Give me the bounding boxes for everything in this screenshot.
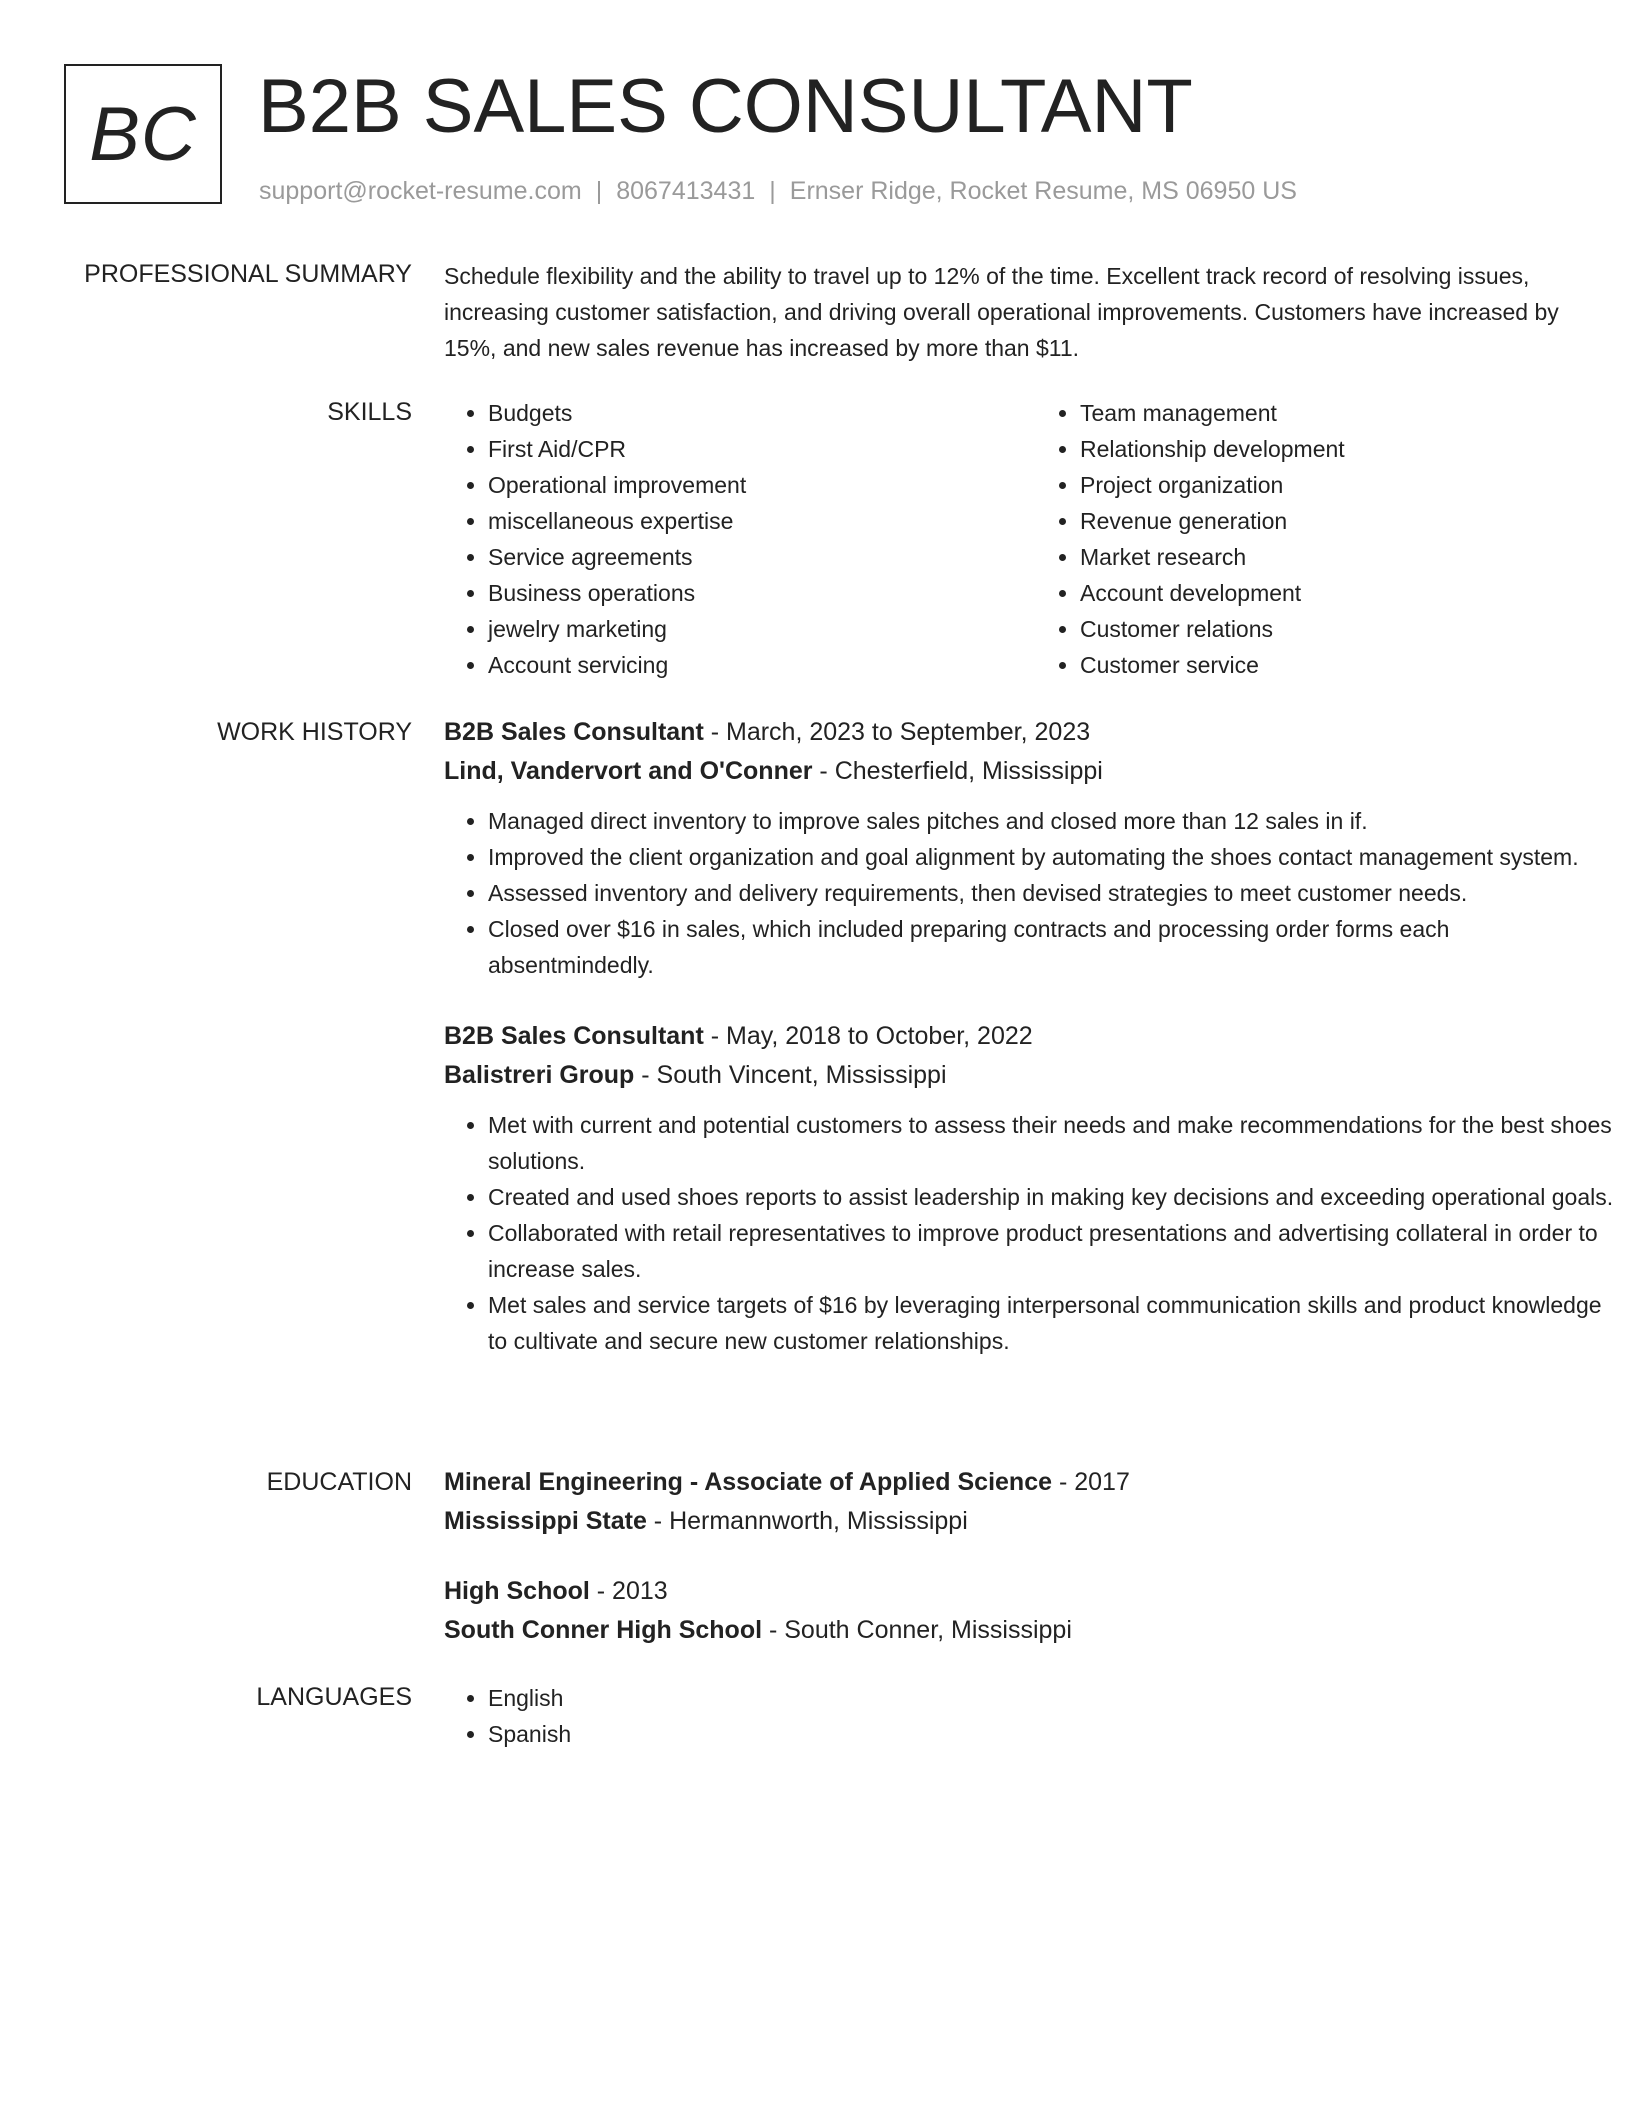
skills-list-left (444, 395, 988, 683)
skill-item: • miscellaneous expertise (488, 503, 988, 539)
education-label: EDUCATION (266, 1468, 412, 1496)
job-entry (444, 1017, 1614, 1359)
skill-item: • Project organization (1080, 467, 1580, 503)
job-dates: - May, 2018 to October, 2022 (703, 1022, 1033, 1050)
education-location: - South Conner, Mississippi (762, 1616, 1072, 1644)
skill-item: • Account development (1080, 575, 1580, 611)
education-year: - 2017 (1052, 1468, 1130, 1496)
education-entry (444, 1463, 1614, 1541)
education-degree: High School (444, 1577, 590, 1605)
job-bullet: • Managed direct inventory to improve sales pitches and closed more than 12 sales in if. (488, 803, 1614, 839)
summary-body (444, 258, 1614, 366)
job-dates: - March, 2023 to September, 2023 (703, 718, 1091, 746)
skill-item: • Customer relations (1080, 611, 1580, 647)
job-bullet: • Collaborated with retail representatives to improve product presentations and advertising collateral in order to increase sales. (488, 1215, 1614, 1287)
skill-item: • Business operations (488, 575, 988, 611)
job-bullet: • Met with current and potential customers to assess their needs and make recommendations for the best shoes solutions. (488, 1107, 1614, 1179)
education-location: - Hermannworth, Mississippi (646, 1507, 968, 1535)
skill-item: • Market research (1080, 539, 1580, 575)
contact-address: Ernser Ridge, Rocket Resume, MS 06950 US (789, 177, 1297, 205)
contact-line (259, 174, 1297, 208)
education-degree-line (444, 1463, 1614, 1502)
job-title-line (444, 1017, 1614, 1056)
language-item: • English (488, 1680, 1614, 1716)
skill-item: • Relationship development (1080, 431, 1580, 467)
job-bullet: • Met sales and service targets of $16 by leveraging interpersonal communication skills and product knowledge to cultivate and secure new customer relationships. (488, 1287, 1614, 1359)
job-bullet: • Improved the client organization and goal alignment by automating the shoes contact management system. (488, 839, 1614, 875)
education-entry (444, 1572, 1614, 1650)
contact-separator: | (769, 177, 776, 205)
language-item: • Spanish (488, 1716, 1614, 1752)
skill-item: • Account servicing (488, 647, 988, 683)
skill-item: • Customer service (1080, 647, 1580, 683)
job-bullets (444, 803, 1614, 983)
languages-label: LANGUAGES (256, 1683, 412, 1711)
job-title: B2B Sales Consultant (444, 718, 704, 746)
job-company: Balistreri Group (444, 1061, 635, 1089)
contact-email[interactable]: support@rocket-resume.com (259, 177, 582, 205)
skill-item: • Operational improvement (488, 467, 988, 503)
job-company-line (444, 752, 1614, 791)
initials-text: BC (89, 91, 197, 177)
skill-item: • First Aid/CPR (488, 431, 988, 467)
skill-item: • Revenue generation (1080, 503, 1580, 539)
job-bullet: • Created and used shoes reports to assist leadership in making key decisions and exceeding operational goals. (488, 1179, 1614, 1215)
candidate-name: B2B SALES CONSULTANT (258, 64, 1193, 149)
education-school: Mississippi State (444, 1507, 647, 1535)
skills-list-right (1036, 395, 1580, 683)
skill-item: • Team management (1080, 395, 1580, 431)
contact-phone[interactable]: 8067413431 (616, 177, 756, 205)
job-entry (444, 713, 1614, 983)
summary-label: PROFESSIONAL SUMMARY (84, 260, 412, 288)
job-company-line (444, 1056, 1614, 1095)
summary-text: Schedule flexibility and the ability to travel up to 12% of the time. Excellent track record of resolving issues, increasing customer satisfaction, and driving overall operational improvements. Customers have increased by 15%, and new sales revenue has increased by more than $11. (444, 263, 1559, 361)
skill-item: • Budgets (488, 395, 988, 431)
skills-label: SKILLS (327, 398, 412, 426)
work-history-label: WORK HISTORY (217, 718, 412, 746)
skills-body (444, 395, 1614, 683)
education-body (444, 1463, 1614, 1650)
work-history-body (444, 713, 1614, 1359)
resume-header (64, 64, 1564, 214)
education-school: South Conner High School (444, 1616, 763, 1644)
languages-body (444, 1680, 1614, 1752)
job-title-line (444, 713, 1614, 752)
education-school-line (444, 1502, 1614, 1541)
languages-list (444, 1680, 1614, 1752)
skill-item: • Service agreements (488, 539, 988, 575)
education-year: - 2013 (589, 1577, 668, 1605)
job-location: - South Vincent, Mississippi (634, 1061, 947, 1089)
education-degree: Mineral Engineering - Associate of Applied Science (444, 1468, 1053, 1496)
skill-item: • jewelry marketing (488, 611, 988, 647)
job-title: B2B Sales Consultant (444, 1022, 704, 1050)
job-company: Lind, Vandervort and O'Conner (444, 757, 813, 785)
job-location: - Chesterfield, Mississippi (812, 757, 1103, 785)
job-bullet: • Closed over $16 in sales, which included preparing contracts and processing order forms each absentmindedly. (488, 911, 1614, 983)
education-degree-line (444, 1572, 1614, 1611)
education-school-line (444, 1611, 1614, 1650)
initials-monogram (64, 64, 222, 204)
job-bullets (444, 1107, 1614, 1359)
job-bullet: • Assessed inventory and delivery requirements, then devised strategies to meet customer needs. (488, 875, 1614, 911)
contact-separator: | (595, 177, 603, 205)
